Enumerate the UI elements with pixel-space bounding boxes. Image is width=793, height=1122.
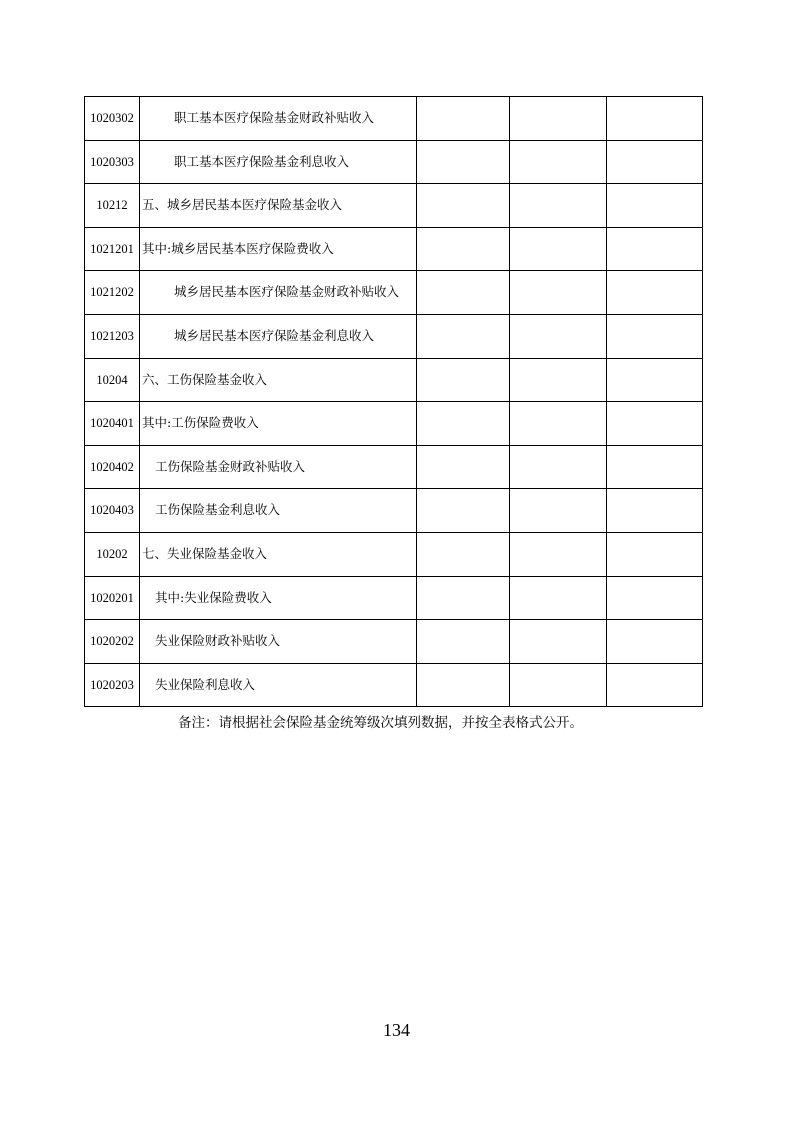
- subject-code-cell: 10204: [85, 358, 140, 402]
- value-cell: [417, 402, 510, 446]
- table-body: [85, 97, 703, 707]
- table-row: [85, 314, 703, 358]
- value-cell: [417, 489, 510, 533]
- value-cell: [417, 532, 510, 576]
- subject-code-cell: 1020403: [85, 489, 140, 533]
- subject-code-cell: 1021201: [85, 227, 140, 271]
- subject-code-cell: 1020401: [85, 402, 140, 446]
- table-row: [85, 445, 703, 489]
- subject-name-cell: 六、工伤保险基金收入: [140, 358, 417, 402]
- subject-name-cell: 其中:失业保险费收入: [140, 576, 417, 620]
- value-cell: [417, 576, 510, 620]
- value-cell: [417, 184, 510, 228]
- value-cell: [607, 184, 703, 228]
- subject-name-cell: 工伤保险基金财政补贴收入: [140, 445, 417, 489]
- fund-income-table-container: [84, 96, 702, 707]
- table-row: [85, 271, 703, 315]
- value-cell: [510, 184, 607, 228]
- value-cell: [510, 489, 607, 533]
- value-cell: [510, 140, 607, 184]
- value-cell: [417, 445, 510, 489]
- table-row: [85, 97, 703, 141]
- value-cell: [607, 620, 703, 664]
- footnote: 备注：请根据社会保险基金统筹级次填列数据，并按全表格式公开。: [178, 715, 583, 731]
- table-row: [85, 227, 703, 271]
- value-cell: [607, 663, 703, 707]
- table-row: [85, 358, 703, 402]
- value-cell: [510, 358, 607, 402]
- value-cell: [607, 532, 703, 576]
- value-cell: [417, 663, 510, 707]
- value-cell: [510, 97, 607, 141]
- value-cell: [417, 271, 510, 315]
- subject-code-cell: 1020302: [85, 97, 140, 141]
- subject-code-cell: 1020402: [85, 445, 140, 489]
- value-cell: [607, 402, 703, 446]
- value-cell: [607, 271, 703, 315]
- subject-name-cell: 职工基本医疗保险基金利息收入: [140, 140, 417, 184]
- value-cell: [417, 314, 510, 358]
- table-row: [85, 402, 703, 446]
- value-cell: [510, 271, 607, 315]
- subject-name-cell: 五、城乡居民基本医疗保险基金收入: [140, 184, 417, 228]
- value-cell: [607, 489, 703, 533]
- value-cell: [417, 620, 510, 664]
- value-cell: [510, 445, 607, 489]
- subject-name-cell: 其中:工伤保险费收入: [140, 402, 417, 446]
- subject-code-cell: 10202: [85, 532, 140, 576]
- subject-name-cell: 失业保险利息收入: [140, 663, 417, 707]
- table-row: [85, 184, 703, 228]
- value-cell: [607, 140, 703, 184]
- table-row: [85, 576, 703, 620]
- subject-code-cell: 1020203: [85, 663, 140, 707]
- value-cell: [417, 227, 510, 271]
- table-row: [85, 140, 703, 184]
- value-cell: [510, 227, 607, 271]
- subject-name-cell: 七、失业保险基金收入: [140, 532, 417, 576]
- value-cell: [607, 358, 703, 402]
- value-cell: [510, 532, 607, 576]
- value-cell: [417, 358, 510, 402]
- value-cell: [607, 227, 703, 271]
- table-row: [85, 532, 703, 576]
- table-row: [85, 620, 703, 664]
- subject-name-cell: 工伤保险基金利息收入: [140, 489, 417, 533]
- fund-income-table: [84, 96, 703, 707]
- subject-name-cell: 城乡居民基本医疗保险基金利息收入: [140, 314, 417, 358]
- value-cell: [607, 445, 703, 489]
- value-cell: [510, 663, 607, 707]
- subject-code-cell: 1020303: [85, 140, 140, 184]
- subject-code-cell: 10212: [85, 184, 140, 228]
- value-cell: [510, 620, 607, 664]
- subject-name-cell: 城乡居民基本医疗保险基金财政补贴收入: [140, 271, 417, 315]
- subject-name-cell: 失业保险财政补贴收入: [140, 620, 417, 664]
- value-cell: [607, 576, 703, 620]
- value-cell: [417, 97, 510, 141]
- value-cell: [607, 314, 703, 358]
- value-cell: [607, 97, 703, 141]
- subject-name-cell: 职工基本医疗保险基金财政补贴收入: [140, 97, 417, 141]
- value-cell: [510, 576, 607, 620]
- subject-name-cell: 其中:城乡居民基本医疗保险费收入: [140, 227, 417, 271]
- value-cell: [510, 314, 607, 358]
- subject-code-cell: 1020201: [85, 576, 140, 620]
- value-cell: [417, 140, 510, 184]
- page-number: 134: [383, 1020, 410, 1040]
- table-row: [85, 489, 703, 533]
- table-row: [85, 663, 703, 707]
- subject-code-cell: 1020202: [85, 620, 140, 664]
- subject-code-cell: 1021202: [85, 271, 140, 315]
- subject-code-cell: 1021203: [85, 314, 140, 358]
- value-cell: [510, 402, 607, 446]
